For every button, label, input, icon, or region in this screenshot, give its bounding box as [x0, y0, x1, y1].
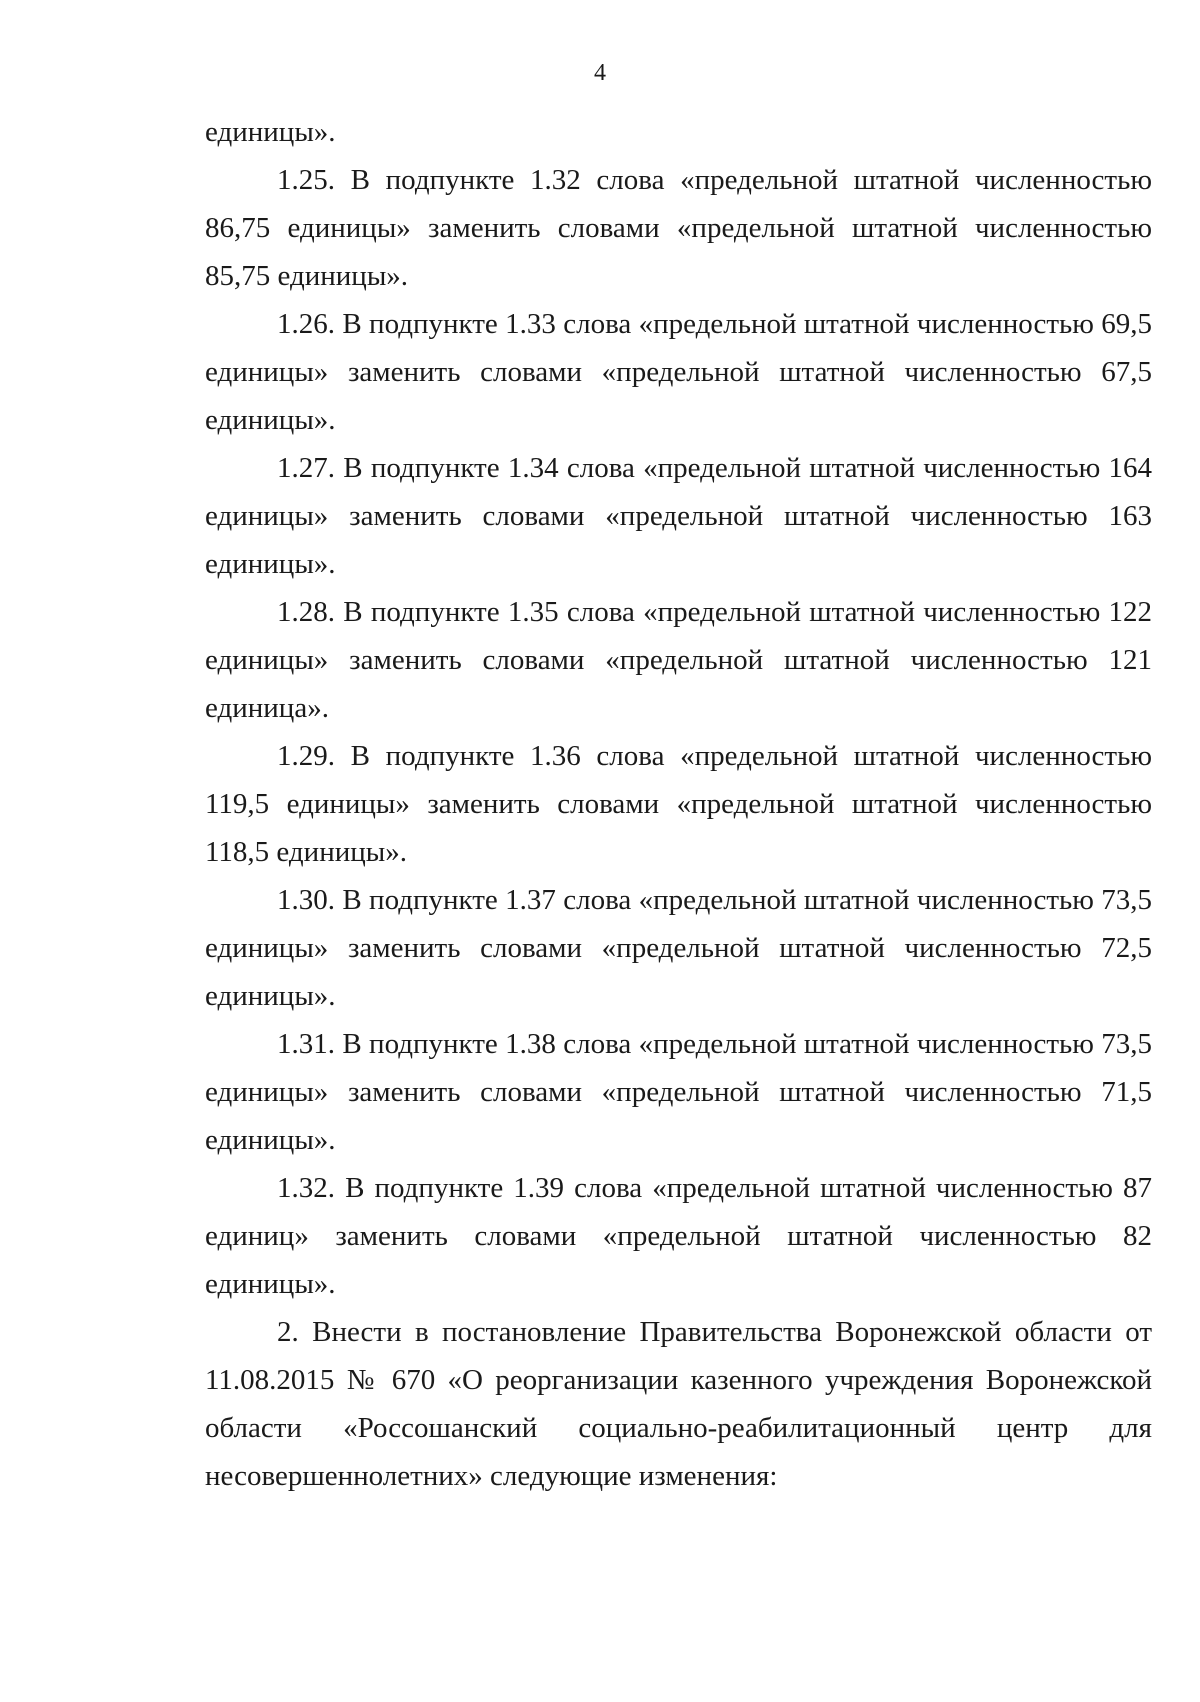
paragraph-1-28: 1.28. В подпункте 1.35 слова «предельной штатной численностью 122 единицы» заменить словами «предельной штатной численностью 121 единица». [205, 596, 1152, 724]
document-body [205, 108, 1152, 1500]
paragraph-2: 2. Внести в постановление Правительства Воронежской области от 11.08.2015 № 670 «О реорганизации казенного учреждения Воронежской области «Россошанский социально-реабилитационный центр для несовершеннолетних» следующие изменения: [205, 1316, 1152, 1492]
paragraph-1-26: 1.26. В подпункте 1.33 слова «предельной штатной численностью 69,5 единицы» заменить словами «предельной штатной численностью 67,5 единицы». [205, 308, 1152, 436]
paragraph-1-32: 1.32. В подпункте 1.39 слова «предельной штатной численностью 87 единиц» заменить словами «предельной штатной численностью 82 единицы». [205, 1172, 1152, 1300]
paragraph-1-25: 1.25. В подпункте 1.32 слова «предельной штатной численностью 86,75 единицы» заменить словами «предельной штатной численностью 85,75 единицы». [205, 164, 1152, 292]
paragraph-1-31: 1.31. В подпункте 1.38 слова «предельной штатной численностью 73,5 единицы» заменить словами «предельной штатной численностью 71,5 единицы». [205, 1028, 1152, 1156]
paragraph-continuation: единицы». [205, 116, 336, 148]
page-number: 4 [594, 60, 606, 86]
paragraph-1-29: 1.29. В подпункте 1.36 слова «предельной штатной численностью 119,5 единицы» заменить словами «предельной штатной численностью 118,5 единицы». [205, 740, 1152, 868]
paragraph-1-30: 1.30. В подпункте 1.37 слова «предельной штатной численностью 73,5 единицы» заменить словами «предельной штатной численностью 72,5 единицы». [205, 884, 1152, 1012]
paragraph-1-27: 1.27. В подпункте 1.34 слова «предельной штатной численностью 164 единицы» заменить словами «предельной штатной численностью 163 единицы». [205, 452, 1152, 580]
